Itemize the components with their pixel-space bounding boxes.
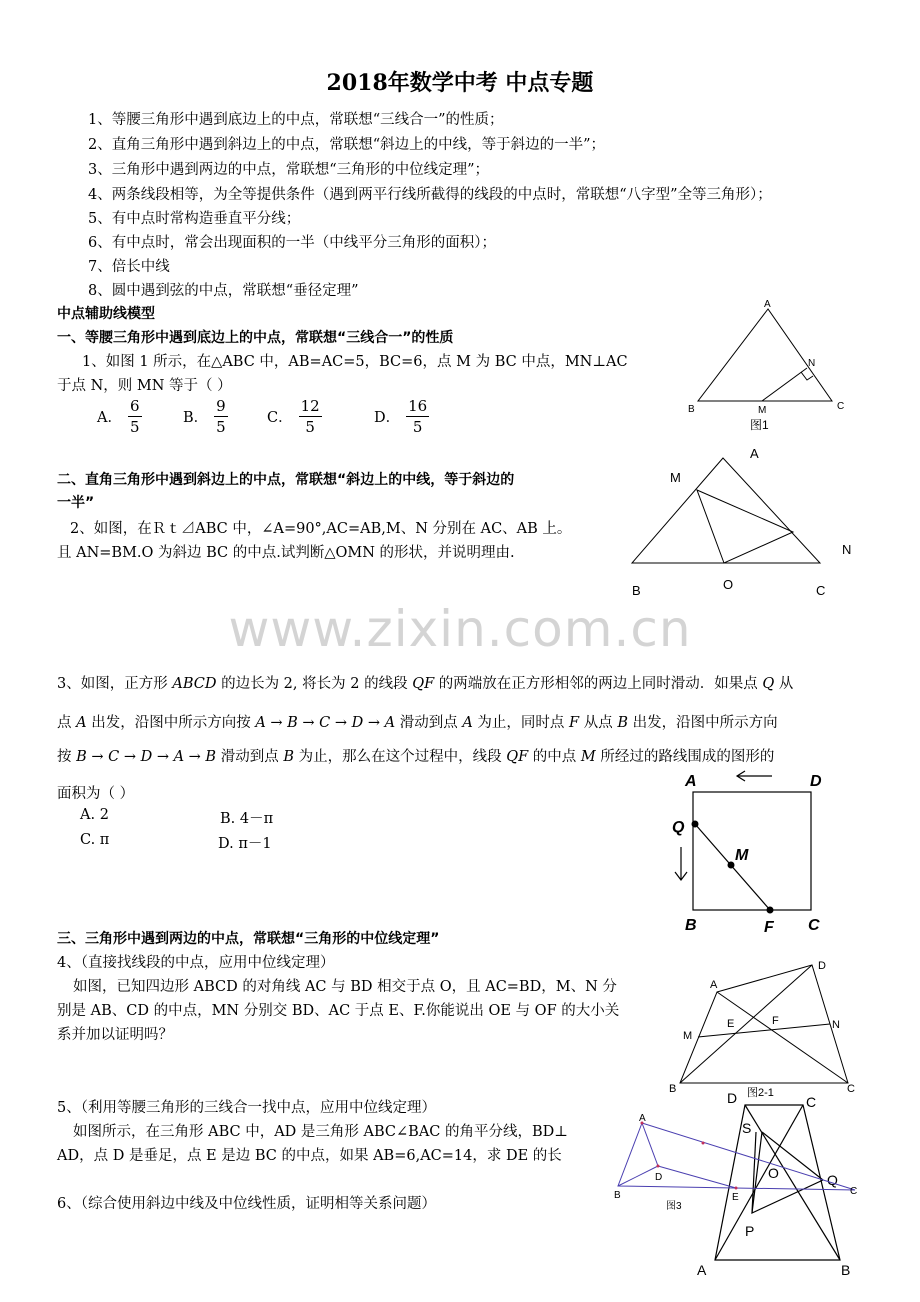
q3-line4: 面积为（ ） bbox=[57, 786, 135, 802]
fig2-triangle-omn bbox=[697, 490, 793, 563]
fig2-label-c: C bbox=[816, 583, 826, 598]
figure-1 bbox=[680, 295, 860, 435]
fig4-label-c: C bbox=[847, 1083, 855, 1095]
fig1-label-n: N bbox=[808, 358, 816, 369]
model-heading: 中点辅助线模型 bbox=[57, 306, 155, 322]
q4-line1: 如图，已知四边形 ABCD 的对角线 AC 与 BD 相交于点 O，且 AC=BD，M、N 分 bbox=[73, 979, 617, 995]
q2-line1: 2、如图，在Ｒｔ⊿ABC 中，∠A=90°,AC=AB,M、N 分别在 AC、AB 上。 bbox=[70, 521, 572, 537]
fig5-label-e: E bbox=[732, 1192, 739, 1203]
fig6-label-c: C bbox=[806, 1094, 817, 1110]
fig1-segment-mn bbox=[762, 368, 807, 401]
fig5-segment-ad bbox=[642, 1123, 658, 1166]
fig3-label-a: A bbox=[685, 773, 697, 790]
tip-2: 2、直角三角形中遇到斜边上的中点，常联想“斜边上的中线，等于斜边的一半”； bbox=[88, 137, 606, 153]
q1-option-b: B． $\frac{9}{5}$ bbox=[183, 397, 226, 436]
q6-title: 6、（综合使用斜边中线及中位线性质，证明相等关系问题） bbox=[57, 1196, 436, 1212]
fig1-label-a: A bbox=[764, 299, 771, 310]
figure-3 bbox=[665, 762, 840, 942]
tip-5: 5、有中点时常构造垂直平分线； bbox=[88, 211, 301, 227]
q1-option-c: C． $\frac{12}{5}$ bbox=[267, 397, 320, 436]
figure-4 bbox=[665, 955, 865, 1100]
fig3-point-m bbox=[728, 862, 735, 869]
q3-option-a: A. 2 bbox=[80, 807, 109, 823]
fig3-label-b: B bbox=[685, 917, 697, 934]
fig4-label-b: B bbox=[669, 1083, 677, 1095]
fig2-label-n: N bbox=[842, 542, 852, 557]
fig3-label-d: D bbox=[810, 773, 822, 790]
fig2-label-b: B bbox=[632, 583, 641, 598]
fig5-segment-de bbox=[658, 1166, 736, 1188]
q1-option-d: D． $\frac{16}{5}$ bbox=[374, 397, 428, 436]
fig4-diagonal-bd bbox=[680, 965, 812, 1083]
q4-title: 4、（直接找线段的中点，应用中位线定理） bbox=[57, 955, 335, 971]
tip-6: 6、有中点时，常会出现面积的一半（中线平分三角形的面积）； bbox=[88, 235, 496, 251]
fig6-label-d: D bbox=[727, 1090, 738, 1106]
figure-2 bbox=[620, 440, 880, 605]
section2-heading-line1: 二、直角三角形中遇到斜边上的中点，常联想“斜边上的中线，等于斜边的 bbox=[57, 472, 515, 488]
q3-line3: 按 B → C → D → A → B 滑动到点 B 为止，那么在这个过程中，线段 QF 的中点 M 所经过的路线围成的图形的 bbox=[57, 749, 775, 765]
fig1-caption: 图1 bbox=[750, 418, 769, 432]
q1-option-a: A． $\frac{6}{5}$ bbox=[97, 397, 140, 436]
tip-8: 8、圆中遇到弦的中点，常联想“垂径定理” bbox=[88, 283, 359, 299]
q5-line1: 如图所示，在三角形 ABC 中，AD 是三角形 ABC∠BAC 的角平分线，BD⊥ bbox=[73, 1124, 568, 1140]
q3-line2: 点 A 出发，沿图中所示方向按 A → B → C → D → A 滑动到点 A 为止，同时点 F 从点 B 出发，沿图中所示方向 bbox=[57, 715, 778, 731]
figure-5 bbox=[610, 1110, 870, 1215]
fig4-label-n: N bbox=[832, 1019, 840, 1031]
q1-line2: 于点 N，则 MN 等于（ ） bbox=[57, 378, 232, 394]
fig5-point-mid bbox=[702, 1142, 705, 1145]
fig1-label-m: M bbox=[758, 405, 767, 416]
fig3-label-q: Q bbox=[672, 819, 685, 836]
fig5-point-d bbox=[657, 1165, 660, 1168]
section3-heading: 三、三角形中遇到两边的中点，常联想“三角形的中位线定理” bbox=[57, 931, 440, 947]
q3-option-d: D. π－1 bbox=[218, 836, 272, 852]
fig5-label-c: C bbox=[850, 1186, 858, 1197]
fig6-label-q: Q bbox=[827, 1172, 838, 1188]
section2-heading-line2: 一半” bbox=[57, 495, 95, 511]
fig1-label-c: C bbox=[837, 401, 845, 412]
fig5-triangle bbox=[618, 1123, 855, 1190]
fig2-label-m: M bbox=[670, 470, 681, 485]
fig5-label-a: A bbox=[639, 1113, 646, 1124]
fig4-caption: 图2-1 bbox=[747, 1087, 774, 1099]
fig6-label-a: A bbox=[697, 1262, 707, 1278]
fig5-caption: 图3 bbox=[666, 1201, 682, 1212]
fig3-point-q bbox=[692, 821, 699, 828]
fig3-label-c: C bbox=[808, 917, 820, 934]
fig3-label-m: M bbox=[735, 847, 749, 864]
page-title: 2018年数学中考 中点专题 bbox=[326, 70, 594, 96]
fig3-square bbox=[693, 792, 811, 910]
q2-line2: 且 AN=BM.O 为斜边 BC 的中点.试判断△OMN 的形状，并说明理由. bbox=[57, 545, 515, 561]
fig1-label-b: B bbox=[688, 404, 695, 415]
fig1-right-angle-mark bbox=[801, 372, 813, 380]
fig4-segment-mn bbox=[698, 1024, 830, 1037]
q3-option-c: C. π bbox=[80, 832, 110, 848]
fig3-point-f bbox=[767, 907, 774, 914]
fig4-label-a: A bbox=[710, 979, 718, 991]
q1-line1: 1、如图 1 所示，在△ABC 中，AB=AC=5，BC=6，点 M 为 BC 中点，MN⊥AC bbox=[82, 354, 628, 370]
fig1-triangle bbox=[698, 309, 832, 401]
fig2-label-a: A bbox=[750, 446, 759, 461]
q3-option-b: B. 4－π bbox=[220, 811, 274, 827]
fig4-label-d: D bbox=[818, 960, 826, 972]
fig4-label-f: F bbox=[772, 1015, 779, 1027]
q5-line2: AD，点 D 是垂足，点 E 是边 BC 的中点，如果 AB=6,AC=14，求 DE 的长 bbox=[57, 1148, 562, 1164]
fig4-diagonal-ac bbox=[717, 992, 848, 1083]
watermark: www.zixin.com.cn bbox=[228, 600, 692, 658]
fig4-label-m: M bbox=[683, 1030, 693, 1042]
fig2-label-o: O bbox=[723, 577, 734, 592]
q4-line2: 别是 AB、CD 的中点，MN 分别交 BD、AC 于点 E、F.你能说出 OE 与 OF 的大小关 bbox=[57, 1003, 620, 1019]
fig3-label-f: F bbox=[764, 919, 774, 936]
fig6-label-o: O bbox=[768, 1165, 779, 1181]
fig5-label-b: B bbox=[614, 1190, 621, 1201]
fig6-label-s: S bbox=[742, 1120, 752, 1136]
fig2-triangle bbox=[632, 458, 820, 563]
tip-3: 3、三角形中遇到两边的中点，常联想“三角形的中位线定理”； bbox=[88, 162, 490, 178]
fig5-label-d: D bbox=[655, 1172, 663, 1183]
fig6-label-b: B bbox=[841, 1262, 851, 1278]
tip-7: 7、倍长中线 bbox=[88, 259, 170, 275]
fig4-label-e: E bbox=[727, 1018, 735, 1030]
q3-line1: 3、如图，正方形 ABCD 的边长为 2, 将长为 2 的线段 QF 的两端放在正方形相邻的两边上同时滑动．如果点 Q 从 bbox=[57, 676, 794, 692]
fig5-point-e bbox=[735, 1187, 738, 1190]
q5-title: 5、（利用等腰三角形的三线合一找中点，应用中位线定理） bbox=[57, 1100, 436, 1116]
section1-heading: 一、等腰三角形中遇到底边上的中点，常联想“三线合一”的性质 bbox=[57, 330, 454, 346]
tip-1: 1、等腰三角形中遇到底边上的中点，常联想“三线合一”的性质； bbox=[88, 112, 504, 128]
fig6-label-p: P bbox=[745, 1223, 755, 1239]
q4-line3: 系并加以证明吗？ bbox=[57, 1027, 173, 1043]
tip-4: 4、两条线段相等，为全等提供条件（遇到两平行线所截得的线段的中点时，常联想“八字型”全等三角形）； bbox=[88, 187, 772, 203]
